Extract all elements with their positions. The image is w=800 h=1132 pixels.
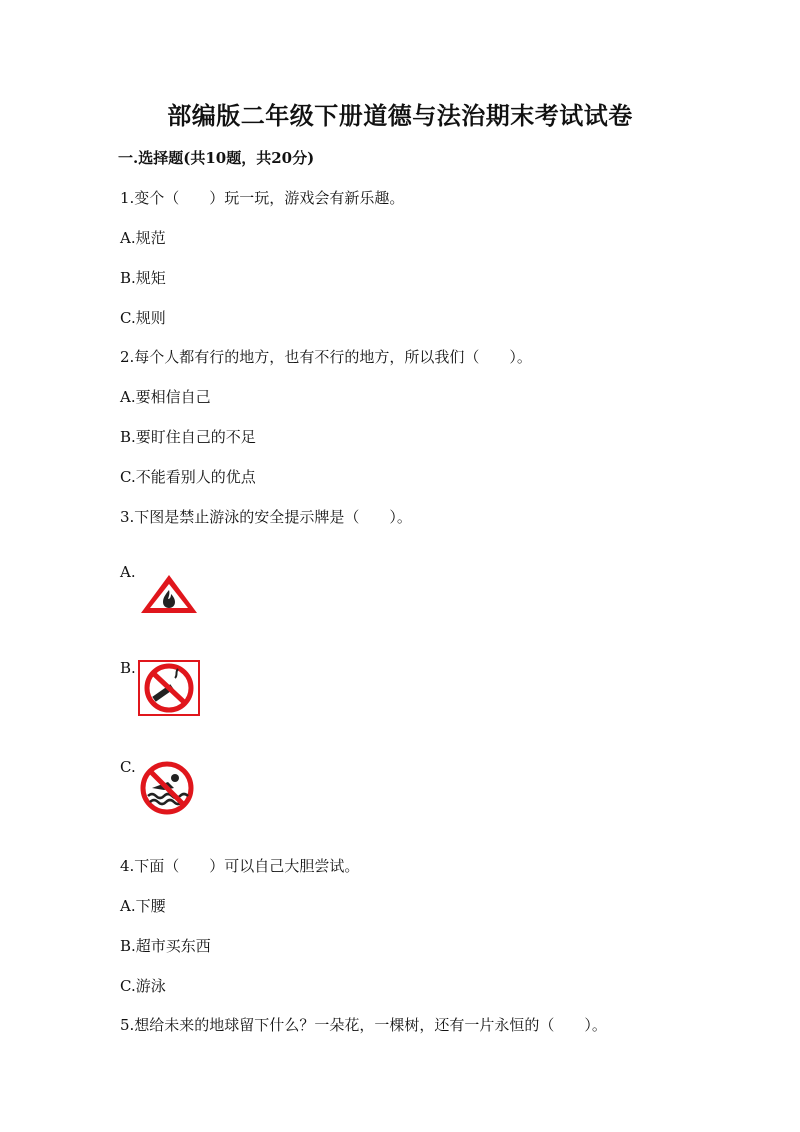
question-3-option-a: A.: [120, 563, 136, 581]
question-1-stem: 1.变个（ ）玩一玩，游戏会有新乐趣。: [120, 189, 405, 207]
no-smoking-icon: [138, 660, 200, 716]
question-2-stem: 2.每个人都有行的地方，也有不行的地方，所以我们（ ）。: [120, 348, 532, 366]
question-4-option-b: B.超市买东西: [120, 937, 211, 955]
question-3-stem: 3.下图是禁止游泳的安全提示牌是（ ）。: [120, 508, 412, 526]
exam-title: 部编版二年级下册道德与法治期末考试试卷: [167, 101, 633, 130]
question-3-option-b: B.: [120, 659, 136, 677]
no-swimming-icon: [138, 760, 196, 816]
question-1-option-b: B.规矩: [120, 269, 166, 287]
question-2-option-c: C.不能看别人的优点: [120, 468, 256, 486]
question-5-stem: 5.想给未来的地球留下什么？一朵花，一棵树，还有一片永恒的（ ）。: [120, 1016, 607, 1034]
question-1-option-c: C.规则: [120, 309, 166, 327]
question-1-option-a: A.规范: [120, 229, 166, 247]
fire-warning-icon: [138, 572, 200, 616]
question-3-option-c: C.: [120, 758, 136, 776]
question-2-option-a: A.要相信自己: [120, 388, 211, 406]
section-heading: 一.选择题(共10题，共20分): [118, 149, 315, 167]
question-4-option-a: A.下腰: [120, 897, 166, 915]
question-4-stem: 4.下面（ ）可以自己大胆尝试。: [120, 857, 360, 875]
question-4-option-c: C.游泳: [120, 977, 166, 995]
question-2-option-b: B.要盯住自己的不足: [120, 428, 256, 446]
